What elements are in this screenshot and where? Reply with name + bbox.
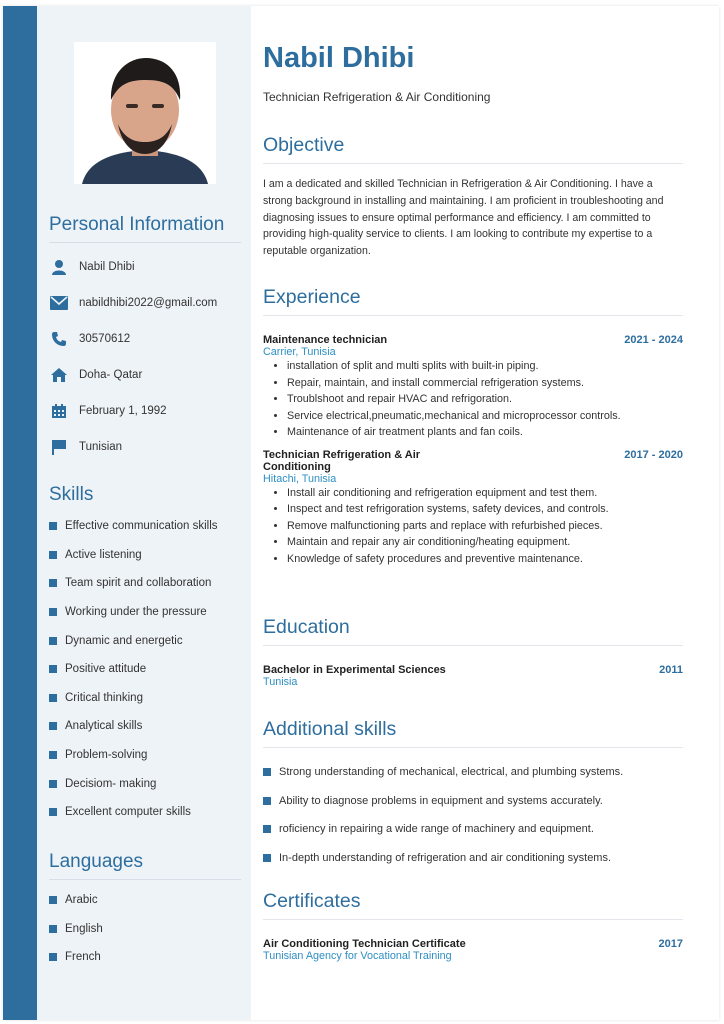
- job-duty: • Maintenance of air treatment plants and fan coils.: [287, 424, 683, 441]
- objective-text: I am a dedicated and skilled Technician in Refrigeration & Air Conditioning. I have a strong background in installing and maintaining. I am proficient in troubleshooting and diagnosing issues to ensure optimal performance and efficiency. I am committed to providing high-quality service to clients. I am looking to contribute my expertise to a reputable organization.: [263, 178, 664, 258]
- skill-item: Working under the pressure: [49, 598, 241, 627]
- phone-icon: [49, 330, 69, 348]
- bullet-square-icon: [49, 751, 57, 759]
- personal-location: Doha- Qatar: [79, 369, 143, 381]
- home-icon: [49, 366, 69, 384]
- bullet-square-icon: [263, 797, 271, 805]
- job-duty: • Knowledge of safety procedures and preventive maintenance.: [287, 551, 683, 568]
- job-dates: 2021 - 2024: [624, 334, 683, 346]
- bullet-square-icon: [263, 825, 271, 833]
- personal-location-row: [49, 357, 241, 393]
- sidebar: [37, 6, 251, 1020]
- candidate-name: Nabil Dhibi: [263, 42, 415, 74]
- user-icon: [49, 258, 69, 276]
- calendar-icon: [49, 402, 69, 420]
- education-degree: Bachelor in Experimental Sciences: [263, 664, 446, 676]
- certificates-title: Certificates: [263, 890, 683, 920]
- bullet-square-icon: [49, 608, 57, 616]
- job-header: [263, 334, 683, 346]
- additional-skill-item: In-depth understanding of refrigeration and air conditioning systems.: [263, 844, 683, 873]
- job-role: Technician Refrigeration & Air Conditioning: [263, 448, 421, 473]
- certificates-section: [263, 890, 683, 962]
- language-item: English: [49, 915, 241, 944]
- skill-item: Excellent computer skills: [49, 798, 241, 827]
- bullet-square-icon: [263, 768, 271, 776]
- personal-email[interactable]: nabildhibi2022@gmail.com: [79, 297, 218, 309]
- experience-section: [263, 286, 683, 567]
- education-entry: [263, 664, 683, 688]
- job-role: Maintenance technician: [263, 334, 388, 346]
- skill-item: Critical thinking: [49, 684, 241, 713]
- job-entry: [263, 449, 683, 568]
- certificate-entry: [263, 938, 683, 962]
- personal-birthdate: February 1, 1992: [79, 405, 167, 417]
- flag-icon: [49, 438, 69, 456]
- additional-skill-item: Strong understanding of mechanical, electrical, and plumbing systems.: [263, 758, 683, 787]
- objective-section: [263, 134, 683, 260]
- additional-skill-item: Ability to diagnose problems in equipment and systems accurately.: [263, 787, 683, 816]
- education-title: Education: [263, 616, 683, 646]
- additional-skills-list: [263, 758, 683, 872]
- languages-section: [49, 851, 241, 972]
- additional-skill-item: roficiency in repairing a wide range of machinery and equipment.: [263, 815, 683, 844]
- bullet-square-icon: [49, 953, 57, 961]
- job-duty: • Troublshoot and repair HVAC and refrigoration.: [287, 391, 683, 408]
- certificate-name: Air Conditioning Technician Certificate: [263, 938, 466, 950]
- job-duty: • Install air conditioning and refrigeration equipment and test them.: [287, 485, 683, 502]
- education-year: 2011: [659, 664, 683, 676]
- bullet-square-icon: [49, 637, 57, 645]
- education-place: Tunisia: [263, 676, 298, 688]
- personal-name-row: [49, 249, 241, 285]
- personal-info-section: [49, 214, 241, 465]
- skill-item: Problem-solving: [49, 741, 241, 770]
- skill-item: Dynamic and energetic: [49, 626, 241, 655]
- resume-page: [3, 6, 719, 1020]
- personal-phone-row: [49, 321, 241, 357]
- languages-title: Languages: [49, 851, 241, 880]
- job-title: Technician Refrigeration & Air Conditioning: [263, 90, 491, 104]
- skills-section: [49, 484, 241, 827]
- job-duty: • Service electrical,pneumatic,mechanical and microprocessor controls.: [287, 408, 683, 425]
- bullet-square-icon: [49, 925, 57, 933]
- personal-name: Nabil Dhibi: [79, 261, 135, 273]
- job-org: Hitachi, Tunisia: [263, 472, 337, 485]
- bullet-square-icon: [49, 808, 57, 816]
- personal-email-row: [49, 285, 241, 321]
- job-duty: • Inspect and test refrigoration systems, safety devices, and controls.: [287, 501, 683, 518]
- job-duty: • Maintain and repair any air conditioning/heating equipment.: [287, 534, 683, 551]
- job-dates: 2017 - 2020: [624, 448, 683, 461]
- bullet-square-icon: [49, 665, 57, 673]
- bullet-square-icon: [49, 896, 57, 904]
- job-duty: • installation of split and multi splits with built-in piping.: [287, 358, 683, 375]
- experience-title: Experience: [263, 286, 683, 316]
- job-entry: [263, 334, 683, 441]
- skill-item: Team spirit and collaboration: [49, 569, 241, 598]
- job-header: [263, 449, 683, 473]
- bullet-square-icon: [263, 854, 271, 862]
- job-duty: • Repair, maintain, and install commercial refrigeration systems.: [287, 375, 683, 392]
- certificate-header: [263, 938, 683, 950]
- bullet-square-icon: [49, 551, 57, 559]
- objective-title: Objective: [263, 134, 683, 164]
- certificate-year: 2017: [658, 938, 683, 950]
- personal-birthdate-row: [49, 393, 241, 429]
- envelope-icon: [49, 294, 69, 312]
- bullet-square-icon: [49, 722, 57, 730]
- personal-nationality-row: [49, 429, 241, 465]
- job-duty: • Remove malfunctioning parts and replace with refurbished pieces.: [287, 518, 683, 535]
- personal-phone: 30570612: [79, 333, 131, 345]
- job-org: Carrier, Tunisia: [263, 346, 336, 358]
- education-section: [263, 616, 683, 688]
- language-item: Arabic: [49, 886, 241, 915]
- bullet-square-icon: [49, 694, 57, 702]
- bullet-square-icon: [49, 522, 57, 530]
- education-header: [263, 664, 683, 676]
- accent-stripe: [3, 6, 37, 1020]
- skill-item: Analytical skills: [49, 712, 241, 741]
- personal-info-title: Personal Information: [49, 214, 241, 243]
- additional-skills-section: [263, 718, 683, 872]
- skill-item: Positive attitude: [49, 655, 241, 684]
- profile-photo: [74, 42, 216, 184]
- skill-item: Decisiom- making: [49, 769, 241, 798]
- skill-item: Active listening: [49, 541, 241, 570]
- bullet-square-icon: [49, 780, 57, 788]
- skill-item: Effective communication skills: [49, 512, 241, 541]
- skills-title: Skills: [49, 484, 94, 505]
- personal-nationality: Tunisian: [79, 441, 123, 453]
- language-item: French: [49, 943, 241, 972]
- additional-skills-title: Additional skills: [263, 718, 683, 748]
- bullet-square-icon: [49, 579, 57, 587]
- certificate-issuer: Tunisian Agency for Vocational Training: [263, 950, 452, 962]
- job-duties: [263, 358, 683, 441]
- job-duties: [263, 485, 683, 568]
